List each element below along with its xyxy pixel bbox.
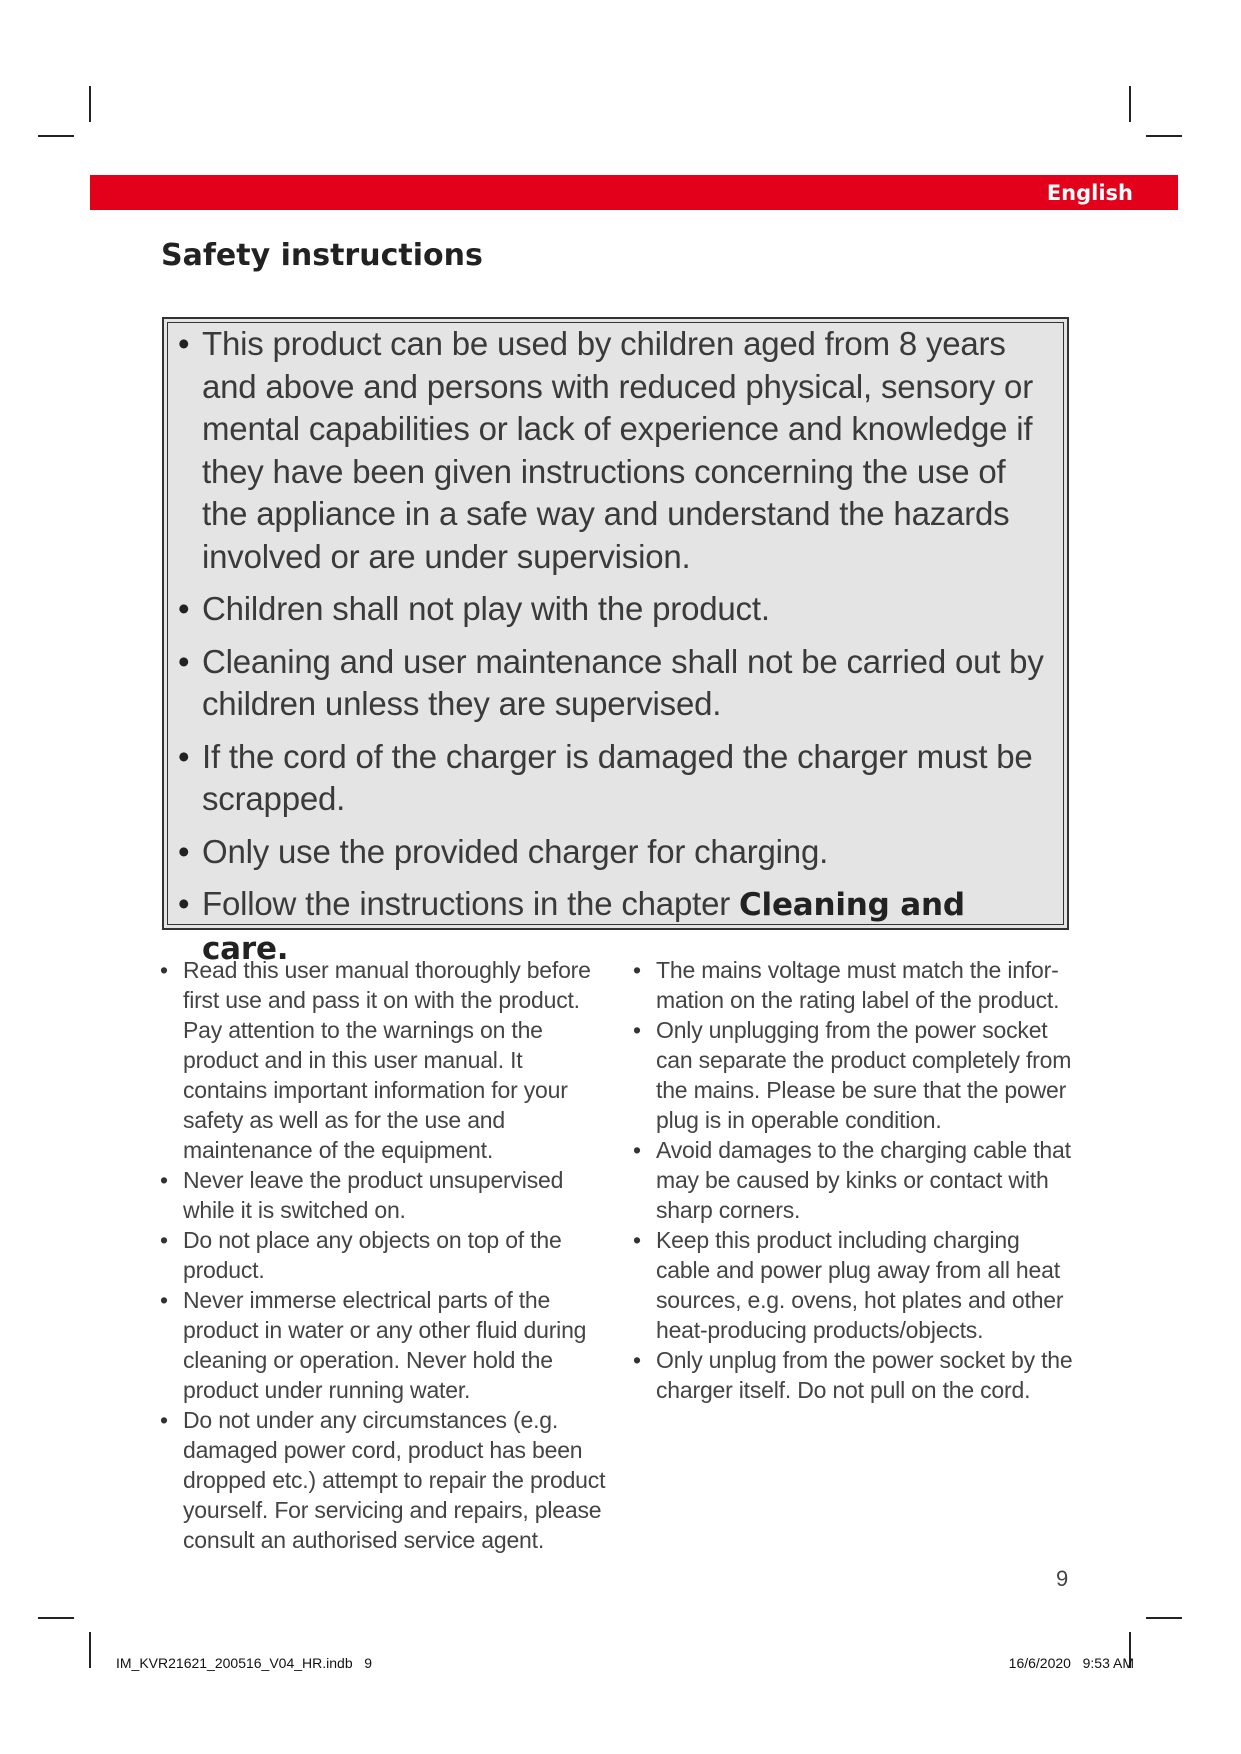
bullet-icon: • bbox=[633, 957, 641, 983]
language-label: English bbox=[1046, 181, 1133, 205]
bullet-icon: • bbox=[160, 957, 168, 983]
list-item: • Read this user manual thoroughly before first use and pass it on with the product. Pay attention to the warnings on the product and in this user manual. It contains important information for your safety as well as for the use and maintenance of the equipment. bbox=[160, 957, 591, 1163]
crop-mark bbox=[38, 135, 74, 137]
footer-file-name: IM_KVR21621_200516_V04_HR.indb 9 bbox=[116, 1655, 373, 1671]
warning-item: • Only use the provided charger for charging. bbox=[178, 831, 1049, 874]
footer-timestamp: 16/6/2020 9:53 AM bbox=[1008, 1655, 1134, 1671]
bullet-icon: • bbox=[178, 885, 190, 922]
bullet-icon: • bbox=[633, 1227, 641, 1253]
right-column-list bbox=[633, 955, 1078, 1405]
bullet-icon: • bbox=[633, 1017, 641, 1043]
header-bar bbox=[90, 175, 1178, 210]
list-item: • The mains voltage must match the infor-mation on the rating label of the product. bbox=[633, 957, 1060, 1013]
list-item: • Do not place any objects on top of the product. bbox=[160, 1227, 562, 1283]
page-title: Safety instructions bbox=[161, 238, 483, 273]
list-item: • Avoid damages to the charging cable that may be caused by kinks or contact with sharp corners. bbox=[633, 1137, 1071, 1223]
left-column-list bbox=[160, 955, 610, 1555]
warning-box bbox=[162, 317, 1069, 967]
crop-mark bbox=[89, 86, 91, 122]
warning-item: • Follow the instructions in the chapter Cleaning and care. bbox=[178, 885, 965, 967]
list-item: • Do not under any circumstances (e.g. damaged power cord, product has been dropped etc.) attempt to repair the product yourself. For servicing and repairs, please consult an authorised service agent. bbox=[160, 1407, 606, 1553]
crop-mark bbox=[1129, 86, 1131, 122]
crop-mark bbox=[1146, 1617, 1182, 1619]
bullet-icon: • bbox=[178, 325, 190, 362]
bullet-icon: • bbox=[160, 1227, 168, 1253]
bullet-icon: • bbox=[178, 590, 190, 627]
bullet-icon: • bbox=[633, 1137, 641, 1163]
crop-mark bbox=[89, 1632, 91, 1668]
warning-item: • Cleaning and user maintenance shall not be carried out by children unless they are supervised. bbox=[178, 642, 1044, 722]
list-item: • Never immerse electrical parts of the product in water or any other fluid during cleaning or operation. Never hold the product under running water. bbox=[160, 1287, 587, 1403]
crop-mark bbox=[1146, 135, 1182, 137]
crop-mark bbox=[38, 1617, 74, 1619]
list-item: • Only unplugging from the power socket can separate the product completely from the mains. Please be sure that the power plug is in operable condition. bbox=[633, 1017, 1072, 1133]
bullet-icon: • bbox=[178, 642, 190, 680]
bullet-icon: • bbox=[160, 1167, 168, 1193]
bullet-icon: • bbox=[178, 737, 190, 775]
list-item: • Only unplug from the power socket by the charger itself. Do not pull on the cord. bbox=[633, 1347, 1073, 1403]
chapter-reference: Cleaning and care. bbox=[202, 887, 965, 967]
warning-list bbox=[178, 323, 1049, 980]
bullet-icon: • bbox=[160, 1287, 168, 1313]
page-number: 9 bbox=[1056, 1566, 1069, 1591]
list-item: • Keep this product including charging cable and power plug away from all heat sources, e.g. ovens, hot plates and other heat-producing products/objects. bbox=[633, 1227, 1064, 1343]
bullet-icon: • bbox=[160, 1407, 168, 1433]
warning-item: • Children shall not play with the product. bbox=[178, 588, 1049, 631]
bullet-icon: • bbox=[178, 832, 190, 870]
warning-item: • This product can be used by children aged from 8 years and above and persons with reduced physical, sensory or mental capabilities or lack of experience and knowledge if they have been given instructions concerning the use of the appliance in a safe way and understand the hazards involved or are under supervision. bbox=[178, 325, 1033, 575]
bullet-icon: • bbox=[633, 1347, 641, 1373]
list-item: • Never leave the product unsupervised while it is switched on. bbox=[160, 1167, 564, 1223]
warning-item: • If the cord of the charger is damaged the charger must be scrapped. bbox=[178, 737, 1033, 817]
